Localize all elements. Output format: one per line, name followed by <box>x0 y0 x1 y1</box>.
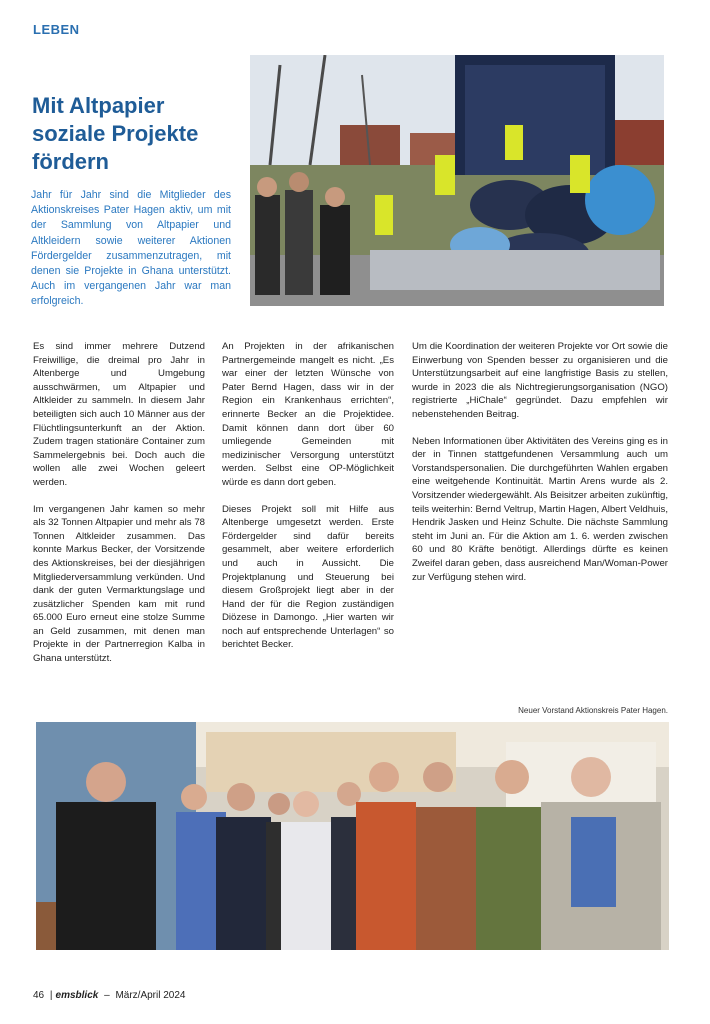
paragraph: Neben Informationen über Aktivitäten des Vereins ging es in der in Tinnen stattgefundenen Versammlung auch um Vorstandspersonalien. Die durchgeführten Wahlen ergaben eine weitgehende Kontinuität. Martin Arens wurde als 2. Vorsitzender wiedergewählt. Als Beisitzer arbeiten zukünftig, teils weiterhin: Bernd Veltrup, Martin Hagen, Albert Veldhuis, Hendrik Jasken und Heinz Schulte. Die nächste Sammlung steht im Juni an. Für die Aktion am 1. 6. werden zwischen 60 und 80 Kräfte benötigt. Allerdings dürfte es keinen Zweifel daran geben, dass ausreichend Man/Woman-Power zur Verfügung stehen wird. <box>412 435 668 583</box>
paragraph: Dieses Projekt soll mit Hilfe aus Altenberge umgesetzt werden. Erste Fördergelder sind dafür bereits gesammelt, aber weitere erforderlich und auch in Aussicht. Die Projektplanung und Steuerung bei diesem Großprojekt liegt aber in der Hand der für die Region zuständigen Diözese in Damongo. „Hier warten wir noch auf entsprechende Unterlagen“ so berichtet Becker. <box>222 503 394 651</box>
footer-dash: – <box>104 990 110 1001</box>
article-column-1 <box>33 340 205 679</box>
paragraph: Es sind immer mehrere Dutzend Freiwillige, die dreimal pro Jahr in Altenberge und Umgebung ausschwärmen, um Altpapier und Altkleider zu sammeln. In diesem Jahr beteiligten sich auch 10 Männer aus der Flüchtlingsunterkunft an der Aktion. Zudem tragen stationäre Container zum Sammelergebnis bei. Doch auch die wollen alle zwei Wochen geleert werden. <box>33 341 205 488</box>
article-lead: Jahr für Jahr sind die Mitglieder des Aktionskreises Pater Hagen aktiv, um mit der Sammlung von Altpapier und Altkleidern sowie weiterer Aktionen Fördergelder zusammenzutragen, mit denen sie Projekte in Ghana unterstützt. Auch im vergangenen Jahr war man erfolgreich. <box>31 189 231 308</box>
collection-truck-image <box>250 55 664 306</box>
section-label: LEBEN <box>33 22 80 37</box>
page-footer: 46 | emsblick – März/April 2024 <box>33 990 186 1001</box>
paragraph: An Projekten in der afrikanischen Partnergemeinde mangelt es nicht. „Es war einer der letzten Wünsche von Pater Bernd Hagen, dass wir in der Region ein Krankenhaus errichten“, erinnerte Becker an die Projektidee. Damit können dann dort über 60 umliegende Gemeinden mit medizinischer Versorgung unterstützt werden. Selbst eine OP-Möglichkeit würde es dann dort geben. <box>222 341 394 488</box>
article-column-3 <box>412 340 668 597</box>
paragraph: Um die Koordination der weiteren Projekte vor Ort sowie die Einwerbung von Spenden besser zu organisieren und die Unterstützungsarbeit auf eine langfristige Basis zu stellen, wurde in 2023 die als Nichtregierungsorganisation (NGO) registrierte „HiChale“ gegründet. Dazu empfehlen wir nebenstehenden Beitrag. <box>412 341 668 420</box>
photo-caption: Neuer Vorstand Aktionskreis Pater Hagen. <box>518 706 668 715</box>
collection-truck-photo <box>250 55 664 306</box>
issue-date: März/April 2024 <box>115 990 186 1001</box>
board-group-image <box>36 722 669 950</box>
article-column-2 <box>222 340 394 665</box>
paragraph: Im vergangenen Jahr kamen so mehr als 32 Tonnen Altpapier und mehr als 78 Tonnen Altkleider zusammen. Das konnte Markus Becker, der Vorsitzende des Aktionskreises, bei der diesjährigen Mitgliederversammlung verkünden. Und dank der guten Vermarktungslage und zusätzlicher Spenden kam mit rund 65.000 Euro erneut eine stolze Summe an Geld zusammen, mit denen man Projekte in der Partnerregion Kalba in Ghana unterstützt. <box>33 503 205 665</box>
article-headline: Mit Altpapier soziale Projekte fördern <box>32 93 199 174</box>
magazine-brand: emsblick <box>55 990 99 1001</box>
board-group-photo <box>36 722 669 950</box>
page-number: 46 <box>33 990 45 1001</box>
